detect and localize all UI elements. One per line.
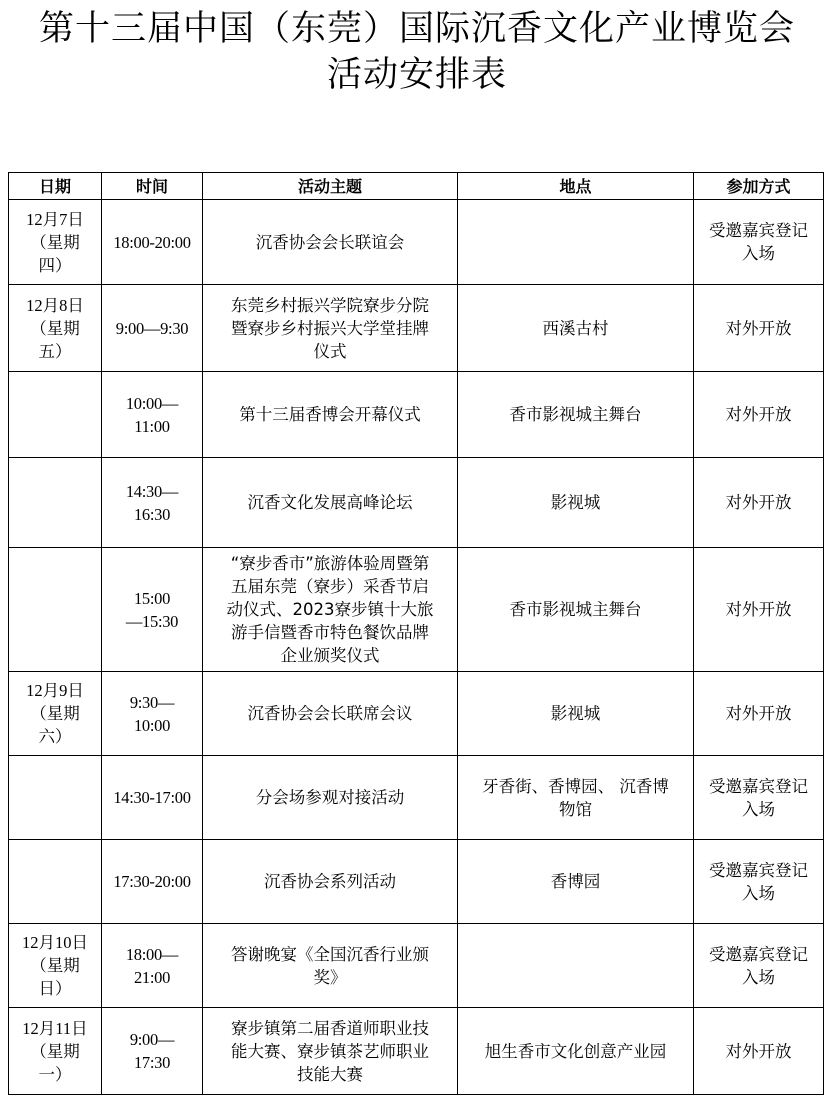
cell-line: 14:30— — [125, 481, 179, 501]
cell-line: 对外开放 — [725, 405, 792, 424]
location-cell — [458, 840, 694, 924]
cell-line: 动仪式、2023寮步镇十大旅 — [226, 600, 434, 619]
cell-line: 暨寮步乡村振兴大学堂挂牌 — [231, 318, 429, 338]
cell-line: 沉香协会系列活动 — [264, 872, 396, 891]
location-cell — [458, 1008, 694, 1095]
cell-line: 影视城 — [550, 704, 601, 723]
cell-line: 18:00— — [125, 944, 179, 964]
cell-line: 企业颁奖仪式 — [280, 646, 380, 665]
table-row — [9, 924, 824, 1008]
header-date: 日期 — [9, 173, 102, 200]
cell-line: （星期 — [30, 232, 80, 252]
page-title — [0, 6, 834, 98]
cell-line: 受邀嘉宾登记 — [709, 776, 808, 796]
theme-cell — [203, 458, 458, 548]
cell-line: 一） — [38, 1064, 72, 1084]
table-header-row — [9, 173, 824, 200]
theme-cell — [203, 1008, 458, 1095]
cell-line: 入场 — [742, 799, 775, 819]
table-row — [9, 672, 824, 756]
cell-line: （星期 — [30, 1041, 80, 1061]
cell-line: 香博园 — [550, 872, 601, 891]
cell-line: 沉香协会会长联席会议 — [247, 704, 413, 723]
cell-line: 分会场参观对接活动 — [255, 788, 405, 807]
time-cell — [102, 1008, 203, 1095]
theme-cell — [203, 372, 458, 458]
cell-line: 受邀嘉宾登记 — [709, 944, 808, 964]
method-cell — [694, 458, 824, 548]
method-cell — [694, 372, 824, 458]
cell-line: 能大赛、寮步镇茶艺师职业 — [231, 1041, 429, 1061]
theme-cell — [203, 840, 458, 924]
location-cell — [458, 285, 694, 372]
time-cell — [102, 672, 203, 756]
cell-line: 18:00-20:00 — [113, 232, 191, 252]
cell-line: 10:00 — [133, 715, 171, 735]
location-cell — [458, 372, 694, 458]
cell-line: —15:30 — [125, 611, 179, 631]
time-cell — [102, 840, 203, 924]
method-cell — [694, 1008, 824, 1095]
method-cell — [694, 924, 824, 1008]
method-cell — [694, 672, 824, 756]
method-cell — [694, 548, 824, 672]
method-cell — [694, 840, 824, 924]
cell-line: 对外开放 — [725, 1041, 792, 1061]
theme-cell — [203, 285, 458, 372]
cell-line: 15:00 — [133, 588, 171, 608]
table-row — [9, 1008, 824, 1095]
cell-line: 答谢晚宴《全国沉香行业颁 — [231, 944, 429, 964]
location-cell — [458, 200, 694, 285]
time-cell — [102, 200, 203, 285]
location-cell — [458, 756, 694, 840]
time-cell — [102, 458, 203, 548]
cell-line: 17:30-20:00 — [113, 872, 191, 891]
time-cell — [102, 548, 203, 672]
title-line-2: 活动安排表 — [326, 55, 507, 95]
cell-line: “寮步香市”旅游体验周暨第 — [230, 554, 430, 573]
cell-line: 10:00— — [125, 393, 179, 413]
theme-cell — [203, 672, 458, 756]
cell-line: 游手信暨香市特色餐饮品牌 — [231, 623, 429, 642]
cell-line: 21:00 — [133, 967, 171, 987]
cell-line: 对外开放 — [725, 704, 792, 723]
cell-line: 沉香文化发展高峰论坛 — [247, 493, 413, 512]
cell-line: 六） — [38, 727, 72, 746]
table-row — [9, 372, 824, 458]
theme-cell — [203, 924, 458, 1008]
cell-line: 日） — [38, 979, 72, 998]
table-row — [9, 285, 824, 372]
schedule-table — [8, 172, 824, 1095]
time-cell — [102, 372, 203, 458]
header-time: 时间 — [102, 173, 203, 200]
cell-line: 牙香街、香博园、 沉香博 — [482, 776, 669, 796]
cell-line: 五届东莞（寮步）采香节启 — [231, 577, 429, 596]
schedule-body — [9, 200, 824, 1095]
time-cell — [102, 924, 203, 1008]
cell-line: 五） — [38, 341, 72, 361]
cell-line: 仪式 — [313, 341, 347, 361]
cell-line: （星期 — [30, 704, 80, 723]
date-cell — [9, 840, 102, 924]
cell-line: 旭生香市文化创意产业园 — [484, 1041, 667, 1061]
cell-line: 受邀嘉宾登记 — [709, 221, 808, 240]
cell-line: 11:00 — [134, 416, 170, 436]
table-row — [9, 548, 824, 672]
cell-line: 对外开放 — [725, 600, 792, 619]
cell-line: （星期 — [30, 956, 80, 975]
date-cell — [9, 285, 102, 372]
cell-line: 14:30-17:00 — [113, 788, 191, 807]
header-theme: 活动主题 — [203, 173, 458, 200]
cell-line: 9:30— — [129, 692, 175, 712]
method-cell — [694, 756, 824, 840]
cell-line: 12月8日 — [26, 295, 84, 315]
time-cell — [102, 285, 203, 372]
time-cell — [102, 756, 203, 840]
method-cell — [694, 200, 824, 285]
location-cell — [458, 924, 694, 1008]
cell-line: 香市影视城主舞台 — [509, 600, 642, 619]
date-cell — [9, 548, 102, 672]
cell-line: 9:00—9:30 — [115, 318, 189, 338]
theme-cell — [203, 548, 458, 672]
cell-line: 奖》 — [313, 967, 347, 987]
cell-line: 沉香协会会长联谊会 — [255, 232, 405, 252]
method-cell — [694, 285, 824, 372]
cell-line: 9:00— — [129, 1030, 175, 1049]
header-location: 地点 — [458, 173, 694, 200]
header-method: 参加方式 — [694, 173, 824, 200]
date-cell — [9, 458, 102, 548]
date-cell — [9, 924, 102, 1008]
table-row — [9, 840, 824, 924]
theme-cell — [203, 756, 458, 840]
date-cell — [9, 672, 102, 756]
cell-line: 对外开放 — [725, 493, 792, 512]
cell-line: 寮步镇第二届香道师职业技 — [231, 1018, 429, 1038]
date-cell — [9, 372, 102, 458]
cell-line: 东莞乡村振兴学院寮步分院 — [231, 295, 429, 315]
location-cell — [458, 458, 694, 548]
title-line-1: 第十三届中国（东莞）国际沉香文化产业博览会 — [38, 9, 795, 49]
date-cell — [9, 756, 102, 840]
cell-line: 对外开放 — [725, 318, 792, 338]
cell-line: 物馆 — [559, 799, 592, 819]
cell-line: 西溪古村 — [542, 318, 609, 338]
date-cell — [9, 200, 102, 285]
table-row — [9, 200, 824, 285]
cell-line: 香市影视城主舞台 — [509, 405, 642, 424]
cell-line: 入场 — [742, 967, 775, 987]
table-row — [9, 458, 824, 548]
cell-line: 17:30 — [133, 1053, 171, 1072]
cell-line: 12月7日 — [26, 209, 84, 229]
location-cell — [458, 672, 694, 756]
theme-cell — [203, 200, 458, 285]
cell-line: 入场 — [742, 883, 775, 903]
location-cell — [458, 548, 694, 672]
cell-line: 技能大赛 — [297, 1064, 363, 1084]
cell-line: 12月11日 — [22, 1018, 88, 1038]
cell-line: 入场 — [742, 244, 775, 263]
cell-line: 影视城 — [550, 493, 601, 512]
date-cell — [9, 1008, 102, 1095]
cell-line: （星期 — [30, 318, 80, 338]
cell-line: 16:30 — [133, 504, 171, 524]
cell-line: 四） — [38, 255, 72, 275]
cell-line: 受邀嘉宾登记 — [709, 860, 808, 880]
cell-line: 第十三届香博会开幕仪式 — [239, 405, 421, 424]
cell-line: 12月10日 — [22, 933, 88, 952]
cell-line: 12月9日 — [26, 681, 84, 700]
table-row — [9, 756, 824, 840]
